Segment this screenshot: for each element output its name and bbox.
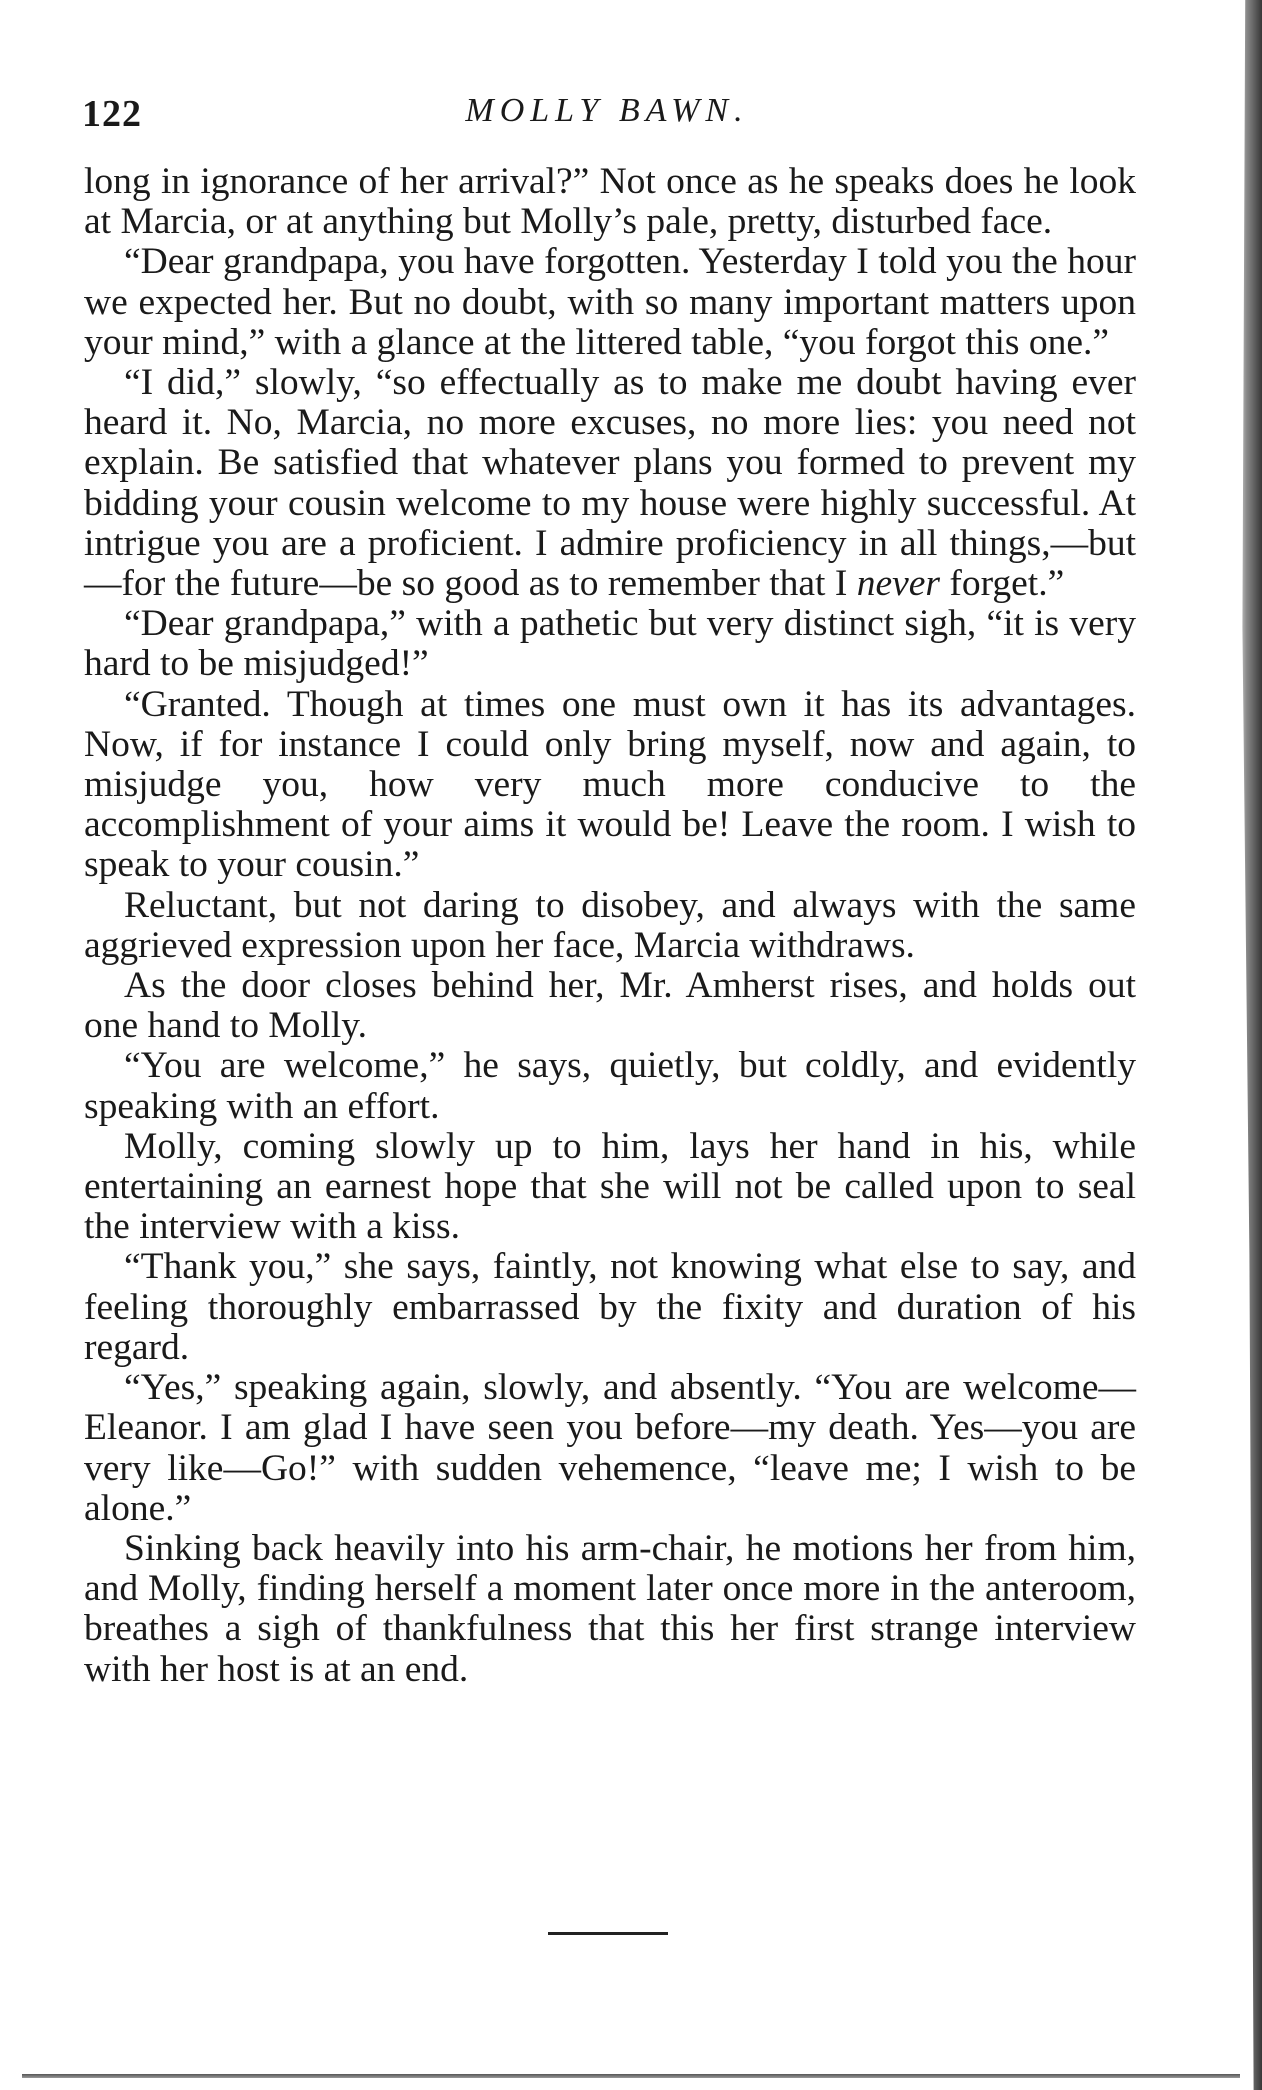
chapter-end-rule [548, 1932, 668, 1935]
running-title: MOLLY BAWN. [465, 92, 749, 129]
page-header [82, 92, 1132, 142]
paragraph: Sinking back heavily into his arm-chair, he motions her from him, and Molly, finding herself a moment later once more in the anteroom, breathes a sigh of thankfulness that this her first strange interview with her host is at an end. [84, 1527, 1136, 1690]
paragraph: “Dear grandpapa, you have forgotten. Yesterday I told you the hour we expected her. But no doubt, with so many important matters upon your mind,” with a glance at the littered table, “you forgot this one.” [84, 241, 1136, 363]
paragraph: Molly, coming slowly up to him, lays her hand in his, while entertaining an earnest hope that she will not be called upon to seal the interview with a kiss. [84, 1125, 1136, 1248]
paragraph: “I did,” slowly, “so effectually as to make me doubt having ever heard it. No, Marcia, no more excuses, no more lies: you need not explain. Be satisfied that whatever plans you formed to prevent my bidding your cousin welcome to my house were highly successful. At intrigue you are a proficient. I admire proficiency in all things,—but—for the future—be so good as to remember that I never forget.” [84, 362, 1136, 605]
emphasis: never [856, 563, 940, 605]
paragraph: “Dear grandpapa,” with a pathetic but very distinct sigh, “it is very hard to be misjudged!” [84, 603, 1136, 685]
paragraph: “Granted. Though at times one must own it has its advantages. Now, if for instance I could only bring myself, now and again, to misjudge you, how very much more conducive to the accomplishment of your aims it would be! Leave the room. I wish to speak to your cousin.” [84, 683, 1136, 886]
paragraph: Reluctant, but not daring to disobey, and always with the same aggrieved expression upon her face, Marcia withdraws. [84, 884, 1136, 966]
paragraph: As the door closes behind her, Mr. Amherst rises, and holds out one hand to Molly. [84, 965, 1136, 1047]
page-binding-edge [1234, 0, 1262, 2090]
page-number: 122 [82, 93, 142, 135]
paragraph: “Thank you,” she says, faintly, not knowing what else to say, and feeling thoroughly embarrassed by the fixity and duration of his regard. [84, 1246, 1136, 1368]
paragraph: long in ignorance of her arrival?” Not once as he speaks does he look at Marcia, or at anything but Molly’s pale, pretty, disturbed face. [84, 161, 1136, 243]
body-text [84, 162, 1136, 1690]
paragraph: “You are welcome,” he says, quietly, but coldly, and evidently speaking with an effort. [84, 1045, 1136, 1127]
paragraph: “Yes,” speaking again, slowly, and absently. “You are welcome—Eleanor. I am glad I have seen you before—my death. Yes—you are very like—Go!” with sudden vehemence, “leave me; I wish to be alone.” [84, 1367, 1136, 1529]
page-bottom-rule [22, 2074, 1240, 2078]
